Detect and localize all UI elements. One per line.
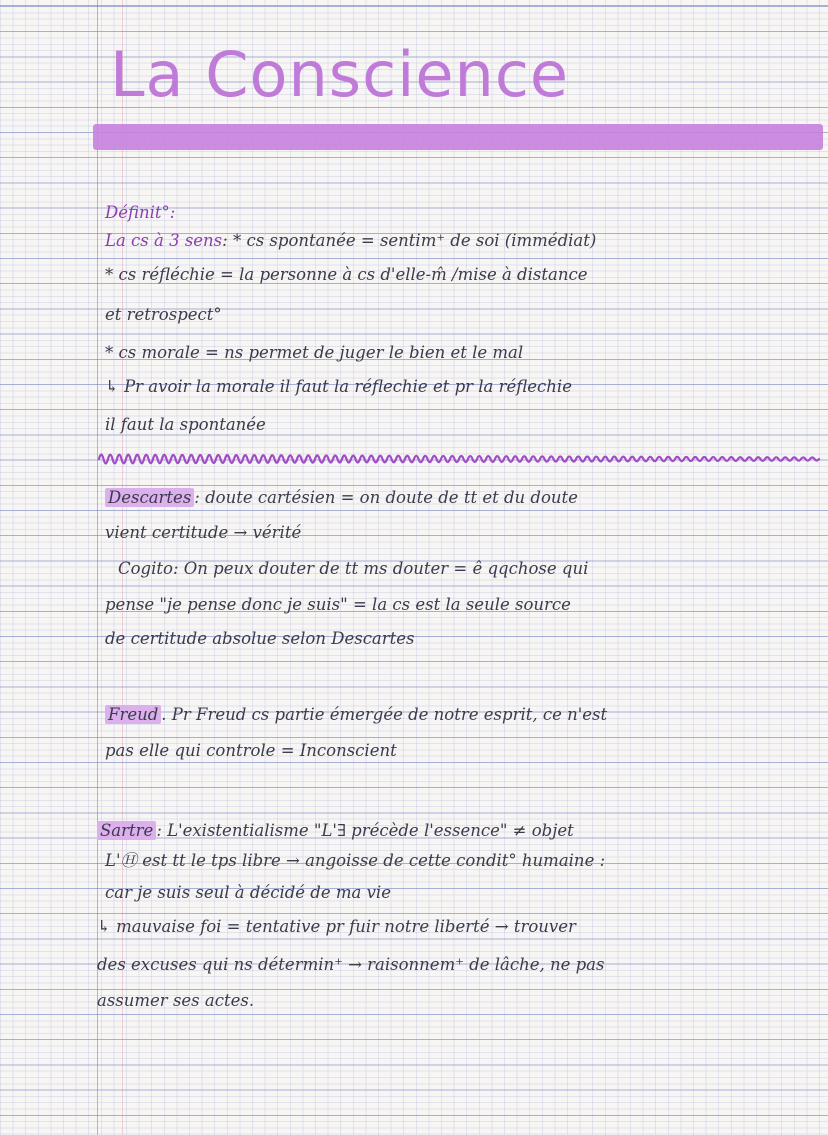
title-underline xyxy=(93,124,823,150)
page-title: La Conscience xyxy=(110,38,570,111)
sartre-line-5: des excuses qui ns détermin⁺ → raisonnem⁺ de lâche, ne pas xyxy=(97,955,605,974)
descartes-line-1 xyxy=(105,485,578,510)
definition-line-2: * cs réfléchie = la personne à cs d'elle-m̂ /mise à distance xyxy=(105,265,588,284)
descartes-line-2: vient certitude → vérité xyxy=(105,523,302,542)
freud-line-2: pas elle qui controle = Inconscient xyxy=(105,741,397,760)
descartes-line-3: Cogito: On peux douter de tt ms douter = ê qqchose qui xyxy=(118,559,589,578)
definition-lead: La cs à 3 sens xyxy=(105,231,223,250)
sartre-name: Sartre xyxy=(97,821,156,840)
sartre-line-6: assumer ses actes. xyxy=(97,991,255,1010)
sartre-line-3: car je suis seul à décidé de ma vie xyxy=(105,883,391,902)
sartre-line-2: L'Ⓗ est tt le tps libre → angoisse de cette condit° humaine : xyxy=(105,851,606,870)
squiggle-divider xyxy=(97,443,822,465)
descartes-line-5: de certitude absolue selon Descartes xyxy=(105,629,415,648)
definition-line-1 xyxy=(105,228,596,253)
sartre-line-4: ↳ mauvaise foi = tentative pr fuir notre liberté → trouver xyxy=(97,917,576,936)
definition-line-5: ↳ Pr avoir la morale il faut la réflechie et pr la réflechie xyxy=(105,377,572,396)
definition-heading: Définit°: xyxy=(105,203,176,222)
sartre-line-1 xyxy=(97,818,574,843)
definition-line-6: il faut la spontanée xyxy=(105,415,266,434)
sartre-line-1-text: : L'existentialisme "L'∃ précède l'essence" ≠ objet xyxy=(156,821,574,840)
freud-line-1-text: . Pr Freud cs partie émergée de notre esprit, ce n'est xyxy=(161,705,608,724)
freud-line-1 xyxy=(105,702,607,727)
descartes-line-4: pense "je pense donc je suis" = la cs est la seule source xyxy=(105,595,571,614)
descartes-line-1-text: : doute cartésien = on doute de tt et du doute xyxy=(194,488,578,507)
freud-name: Freud xyxy=(105,705,161,724)
definition-line-3: et retrospect° xyxy=(105,305,222,324)
definition-line-4: * cs morale = ns permet de juger le bien et le mal xyxy=(105,343,524,362)
descartes-name: Descartes xyxy=(105,488,194,507)
definition-line-1-text: : * cs spontanée = sentim⁺ de soi (immédiat) xyxy=(222,231,597,250)
